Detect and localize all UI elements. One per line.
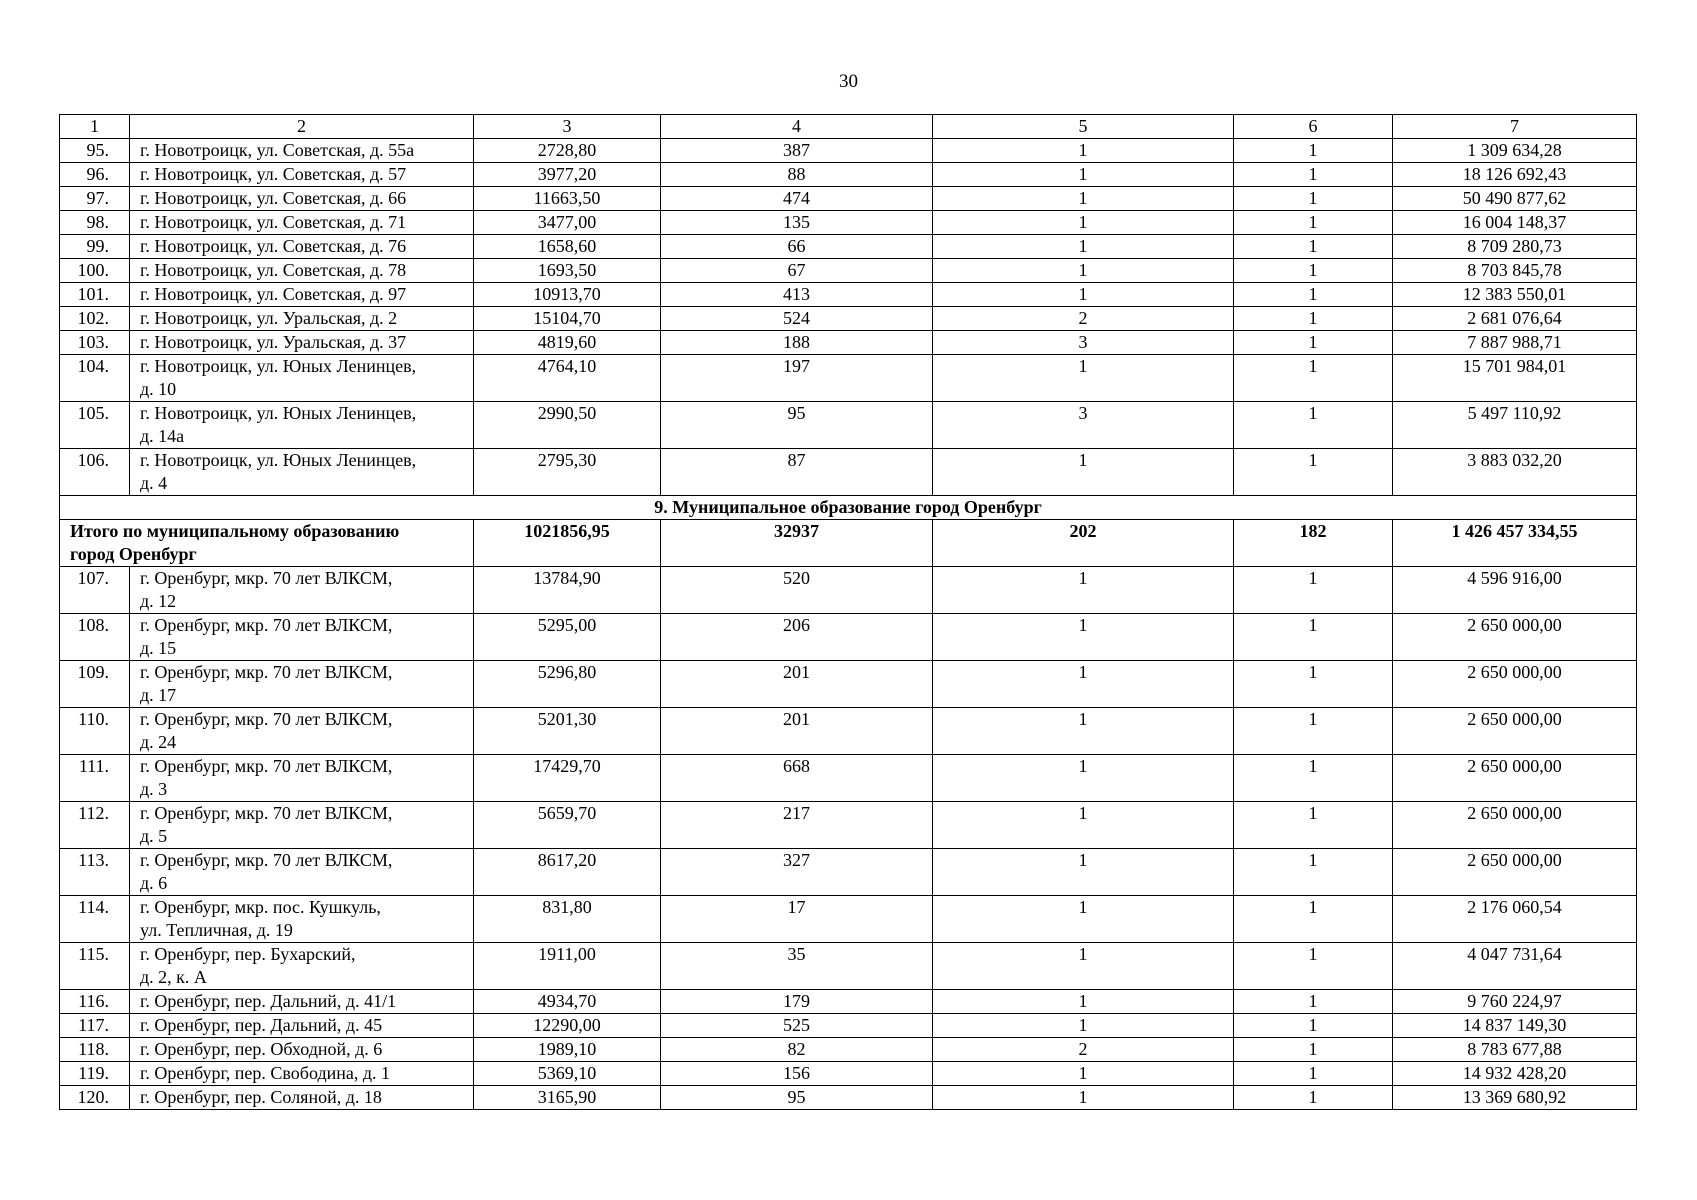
address-line: д. 10 [140, 379, 177, 399]
table-row [60, 614, 1637, 661]
address-line: г. Оренбург, пер. Дальний, д. 45 [140, 1015, 383, 1035]
cell-c6: 1 [1234, 139, 1393, 163]
address-cell [130, 283, 474, 307]
cell-c4: 95 [661, 402, 933, 449]
table-row [60, 402, 1637, 449]
cell-c3: 12290,00 [474, 1014, 661, 1038]
row-number: 115. [60, 943, 130, 990]
page-number: 30 [839, 71, 858, 92]
cell-c5: 1 [933, 355, 1234, 402]
cell-c3: 1658,60 [474, 235, 661, 259]
table-row [60, 211, 1637, 235]
cell-c5: 1 [933, 755, 1234, 802]
cell-c4: 88 [661, 163, 933, 187]
cell-c7: 1 309 634,28 [1393, 139, 1637, 163]
cell-c5: 2 [933, 307, 1234, 331]
cell-c3: 5295,00 [474, 614, 661, 661]
header-cell: 4 [661, 115, 933, 139]
address-line: г. Оренбург, пер. Бухарский, [140, 944, 356, 964]
cell-c6: 1 [1234, 1038, 1393, 1062]
address-line: д. 4 [140, 473, 168, 493]
cell-c4: 87 [661, 449, 933, 496]
total-label-line: город Оренбург [70, 544, 197, 564]
header-cell: 5 [933, 115, 1234, 139]
cell-c3: 3977,20 [474, 163, 661, 187]
address-cell [130, 661, 474, 708]
address-cell [130, 449, 474, 496]
cell-c4: 82 [661, 1038, 933, 1062]
row-number: 110. [60, 708, 130, 755]
cell-c3: 13784,90 [474, 567, 661, 614]
row-number: 100. [60, 259, 130, 283]
address-line: г. Оренбург, мкр. 70 лет ВЛКСМ, [140, 756, 393, 776]
cell-c3: 831,80 [474, 896, 661, 943]
address-cell [130, 1038, 474, 1062]
cell-c5: 1 [933, 614, 1234, 661]
cell-c3: 5201,30 [474, 708, 661, 755]
total-c3: 1021856,95 [474, 520, 661, 567]
cell-c6: 1 [1234, 283, 1393, 307]
cell-c6: 1 [1234, 755, 1393, 802]
cell-c7: 8 783 677,88 [1393, 1038, 1637, 1062]
address-cell [130, 614, 474, 661]
cell-c5: 1 [933, 943, 1234, 990]
cell-c5: 1 [933, 567, 1234, 614]
row-number: 95. [60, 139, 130, 163]
table-row [60, 187, 1637, 211]
header-cell: 7 [1393, 115, 1637, 139]
cell-c6: 1 [1234, 449, 1393, 496]
address-line: д. 5 [140, 826, 168, 846]
table-row [60, 661, 1637, 708]
cell-c3: 4764,10 [474, 355, 661, 402]
cell-c3: 5659,70 [474, 802, 661, 849]
cell-c7: 2 176 060,54 [1393, 896, 1637, 943]
cell-c6: 1 [1234, 211, 1393, 235]
cell-c5: 1 [933, 661, 1234, 708]
cell-c7: 4 596 916,00 [1393, 567, 1637, 614]
table-row [60, 1038, 1637, 1062]
row-number: 120. [60, 1086, 130, 1110]
table-row [60, 708, 1637, 755]
total-c5: 202 [933, 520, 1234, 567]
row-number: 101. [60, 283, 130, 307]
address-cell [130, 139, 474, 163]
cell-c7: 2 650 000,00 [1393, 849, 1637, 896]
cell-c4: 387 [661, 139, 933, 163]
cell-c6: 1 [1234, 1062, 1393, 1086]
cell-c5: 1 [933, 1014, 1234, 1038]
cell-c6: 1 [1234, 990, 1393, 1014]
address-line: д. 14а [140, 426, 185, 446]
cell-c6: 1 [1234, 307, 1393, 331]
cell-c4: 67 [661, 259, 933, 283]
row-number: 117. [60, 1014, 130, 1038]
cell-c7: 2 650 000,00 [1393, 708, 1637, 755]
address-line: г. Оренбург, пер. Обходной, д. 6 [140, 1039, 383, 1059]
row-number: 102. [60, 307, 130, 331]
table-row [60, 1014, 1637, 1038]
cell-c6: 1 [1234, 163, 1393, 187]
address-line: г. Оренбург, пер. Дальний, д. 41/1 [140, 991, 397, 1011]
cell-c7: 18 126 692,43 [1393, 163, 1637, 187]
address-line: д. 12 [140, 591, 177, 611]
cell-c4: 201 [661, 661, 933, 708]
address-line: д. 3 [140, 779, 168, 799]
cell-c4: 188 [661, 331, 933, 355]
cell-c7: 15 701 984,01 [1393, 355, 1637, 402]
cell-c6: 1 [1234, 187, 1393, 211]
cell-c4: 135 [661, 211, 933, 235]
address-line: д. 17 [140, 685, 177, 705]
cell-c3: 5369,10 [474, 1062, 661, 1086]
table-row [60, 896, 1637, 943]
address-line: д. 24 [140, 732, 177, 752]
address-cell [130, 355, 474, 402]
address-cell [130, 896, 474, 943]
address-line: г. Оренбург, пер. Соляной, д. 18 [140, 1087, 382, 1107]
cell-c4: 524 [661, 307, 933, 331]
address-cell [130, 708, 474, 755]
section-title: 9. Муниципальное образование город Оренбург [60, 496, 1637, 520]
cell-c6: 1 [1234, 355, 1393, 402]
row-number: 97. [60, 187, 130, 211]
table-row [60, 307, 1637, 331]
cell-c6: 1 [1234, 896, 1393, 943]
address-line: г. Оренбург, мкр. 70 лет ВЛКСМ, [140, 803, 393, 823]
table-row [60, 449, 1637, 496]
address-line: г. Новотроицк, ул. Советская, д. 97 [140, 284, 407, 304]
address-line: г. Новотроицк, ул. Юных Ленинцев, [140, 450, 417, 470]
table-row [60, 259, 1637, 283]
row-number: 106. [60, 449, 130, 496]
total-row [60, 520, 1637, 567]
row-number: 116. [60, 990, 130, 1014]
table-row [60, 755, 1637, 802]
row-number: 103. [60, 331, 130, 355]
address-line: г. Новотроицк, ул. Юных Ленинцев, [140, 403, 417, 423]
cell-c3: 2728,80 [474, 139, 661, 163]
cell-c4: 474 [661, 187, 933, 211]
address-line: д. 2, к. А [140, 967, 207, 987]
cell-c4: 156 [661, 1062, 933, 1086]
table-row [60, 283, 1637, 307]
cell-c5: 3 [933, 331, 1234, 355]
cell-c3: 8617,20 [474, 849, 661, 896]
address-line: г. Новотроицк, ул. Советская, д. 55а [140, 140, 415, 160]
address-line: г. Новотроицк, ул. Уральская, д. 2 [140, 308, 398, 328]
cell-c6: 1 [1234, 1014, 1393, 1038]
cell-c4: 179 [661, 990, 933, 1014]
cell-c7: 16 004 148,37 [1393, 211, 1637, 235]
cell-c6: 1 [1234, 661, 1393, 708]
table-row [60, 331, 1637, 355]
cell-c7: 14 932 428,20 [1393, 1062, 1637, 1086]
address-cell [130, 187, 474, 211]
cell-c5: 1 [933, 449, 1234, 496]
address-line: г. Новотроицк, ул. Юных Ленинцев, [140, 356, 417, 376]
address-line: г. Новотроицк, ул. Советская, д. 66 [140, 188, 407, 208]
cell-c5: 1 [933, 896, 1234, 943]
address-line: г. Оренбург, мкр. 70 лет ВЛКСМ, [140, 709, 393, 729]
table-header-row [60, 115, 1637, 139]
cell-c3: 1911,00 [474, 943, 661, 990]
cell-c5: 1 [933, 187, 1234, 211]
cell-c4: 66 [661, 235, 933, 259]
cell-c5: 1 [933, 1086, 1234, 1110]
cell-c7: 2 650 000,00 [1393, 755, 1637, 802]
address-line: г. Оренбург, пер. Свободина, д. 1 [140, 1063, 391, 1083]
table-row [60, 943, 1637, 990]
cell-c3: 1693,50 [474, 259, 661, 283]
address-cell [130, 1062, 474, 1086]
cell-c3: 3165,90 [474, 1086, 661, 1110]
cell-c5: 1 [933, 283, 1234, 307]
data-table [59, 114, 1637, 1110]
address-cell [130, 567, 474, 614]
cell-c7: 3 883 032,20 [1393, 449, 1637, 496]
row-number: 109. [60, 661, 130, 708]
table-row [60, 990, 1637, 1014]
cell-c5: 1 [933, 211, 1234, 235]
table-row [60, 1062, 1637, 1086]
cell-c7: 2 650 000,00 [1393, 661, 1637, 708]
row-number: 119. [60, 1062, 130, 1086]
cell-c4: 413 [661, 283, 933, 307]
cell-c7: 7 887 988,71 [1393, 331, 1637, 355]
table-row [60, 139, 1637, 163]
cell-c4: 327 [661, 849, 933, 896]
total-c4: 32937 [661, 520, 933, 567]
address-cell [130, 163, 474, 187]
cell-c5: 3 [933, 402, 1234, 449]
cell-c6: 1 [1234, 943, 1393, 990]
address-cell [130, 943, 474, 990]
address-line: г. Новотроицк, ул. Советская, д. 78 [140, 260, 407, 280]
address-cell [130, 402, 474, 449]
cell-c3: 5296,80 [474, 661, 661, 708]
cell-c6: 1 [1234, 849, 1393, 896]
header-cell: 1 [60, 115, 130, 139]
address-cell [130, 849, 474, 896]
row-number: 98. [60, 211, 130, 235]
table-row [60, 567, 1637, 614]
cell-c3: 15104,70 [474, 307, 661, 331]
address-cell [130, 211, 474, 235]
table-row [60, 235, 1637, 259]
cell-c5: 1 [933, 990, 1234, 1014]
header-cell: 6 [1234, 115, 1393, 139]
cell-c4: 520 [661, 567, 933, 614]
row-number: 118. [60, 1038, 130, 1062]
table-row [60, 163, 1637, 187]
cell-c5: 1 [933, 259, 1234, 283]
cell-c5: 1 [933, 139, 1234, 163]
cell-c4: 206 [661, 614, 933, 661]
row-number: 105. [60, 402, 130, 449]
cell-c3: 2990,50 [474, 402, 661, 449]
cell-c4: 668 [661, 755, 933, 802]
cell-c5: 1 [933, 1062, 1234, 1086]
row-number: 99. [60, 235, 130, 259]
row-number: 108. [60, 614, 130, 661]
cell-c6: 1 [1234, 402, 1393, 449]
cell-c6: 1 [1234, 614, 1393, 661]
cell-c4: 95 [661, 1086, 933, 1110]
cell-c3: 1989,10 [474, 1038, 661, 1062]
address-cell [130, 259, 474, 283]
address-line: г. Оренбург, мкр. 70 лет ВЛКСМ, [140, 615, 393, 635]
address-cell [130, 307, 474, 331]
address-cell [130, 1014, 474, 1038]
cell-c3: 11663,50 [474, 187, 661, 211]
address-line: г. Оренбург, мкр. 70 лет ВЛКСМ, [140, 662, 393, 682]
address-line: ул. Тепличная, д. 19 [140, 920, 293, 940]
total-c6: 182 [1234, 520, 1393, 567]
address-line: д. 6 [140, 873, 168, 893]
cell-c3: 2795,30 [474, 449, 661, 496]
cell-c6: 1 [1234, 567, 1393, 614]
section-row [60, 496, 1637, 520]
cell-c4: 17 [661, 896, 933, 943]
header-cell: 3 [474, 115, 661, 139]
cell-c4: 197 [661, 355, 933, 402]
table-row [60, 355, 1637, 402]
address-line: д. 15 [140, 638, 177, 658]
total-label-line: Итого по муниципальному образованию [70, 521, 400, 541]
cell-c4: 525 [661, 1014, 933, 1038]
cell-c5: 1 [933, 849, 1234, 896]
table-row [60, 802, 1637, 849]
cell-c7: 2 681 076,64 [1393, 307, 1637, 331]
cell-c7: 8 709 280,73 [1393, 235, 1637, 259]
cell-c7: 2 650 000,00 [1393, 802, 1637, 849]
cell-c7: 9 760 224,97 [1393, 990, 1637, 1014]
cell-c3: 10913,70 [474, 283, 661, 307]
cell-c6: 1 [1234, 708, 1393, 755]
address-cell [130, 235, 474, 259]
cell-c7: 4 047 731,64 [1393, 943, 1637, 990]
header-cell: 2 [130, 115, 474, 139]
cell-c5: 1 [933, 163, 1234, 187]
address-line: г. Оренбург, мкр. 70 лет ВЛКСМ, [140, 568, 393, 588]
cell-c6: 1 [1234, 331, 1393, 355]
cell-c6: 1 [1234, 259, 1393, 283]
cell-c6: 1 [1234, 1086, 1393, 1110]
row-number: 112. [60, 802, 130, 849]
cell-c5: 1 [933, 708, 1234, 755]
row-number: 96. [60, 163, 130, 187]
cell-c3: 3477,00 [474, 211, 661, 235]
address-line: г. Новотроицк, ул. Советская, д. 76 [140, 236, 407, 256]
cell-c5: 2 [933, 1038, 1234, 1062]
row-number: 104. [60, 355, 130, 402]
table-row [60, 849, 1637, 896]
address-line: г. Оренбург, мкр. 70 лет ВЛКСМ, [140, 850, 393, 870]
cell-c4: 217 [661, 802, 933, 849]
row-number: 107. [60, 567, 130, 614]
address-cell [130, 331, 474, 355]
cell-c4: 201 [661, 708, 933, 755]
address-line: г. Новотроицк, ул. Советская, д. 71 [140, 212, 407, 232]
cell-c7: 2 650 000,00 [1393, 614, 1637, 661]
cell-c4: 35 [661, 943, 933, 990]
cell-c3: 17429,70 [474, 755, 661, 802]
cell-c3: 4819,60 [474, 331, 661, 355]
cell-c7: 14 837 149,30 [1393, 1014, 1637, 1038]
table-row [60, 1086, 1637, 1110]
address-cell [130, 990, 474, 1014]
address-line: г. Оренбург, мкр. пос. Кушкуль, [140, 897, 381, 917]
cell-c6: 1 [1234, 235, 1393, 259]
cell-c7: 12 383 550,01 [1393, 283, 1637, 307]
cell-c7: 50 490 877,62 [1393, 187, 1637, 211]
row-number: 114. [60, 896, 130, 943]
total-label [60, 520, 474, 567]
address-line: г. Новотроицк, ул. Советская, д. 57 [140, 164, 407, 184]
address-line: г. Новотроицк, ул. Уральская, д. 37 [140, 332, 407, 352]
cell-c7: 13 369 680,92 [1393, 1086, 1637, 1110]
address-cell [130, 1086, 474, 1110]
cell-c3: 4934,70 [474, 990, 661, 1014]
cell-c7: 5 497 110,92 [1393, 402, 1637, 449]
row-number: 111. [60, 755, 130, 802]
cell-c5: 1 [933, 802, 1234, 849]
cell-c6: 1 [1234, 802, 1393, 849]
cell-c5: 1 [933, 235, 1234, 259]
row-number: 113. [60, 849, 130, 896]
cell-c7: 8 703 845,78 [1393, 259, 1637, 283]
total-c7: 1 426 457 334,55 [1393, 520, 1637, 567]
address-cell [130, 802, 474, 849]
address-cell [130, 755, 474, 802]
